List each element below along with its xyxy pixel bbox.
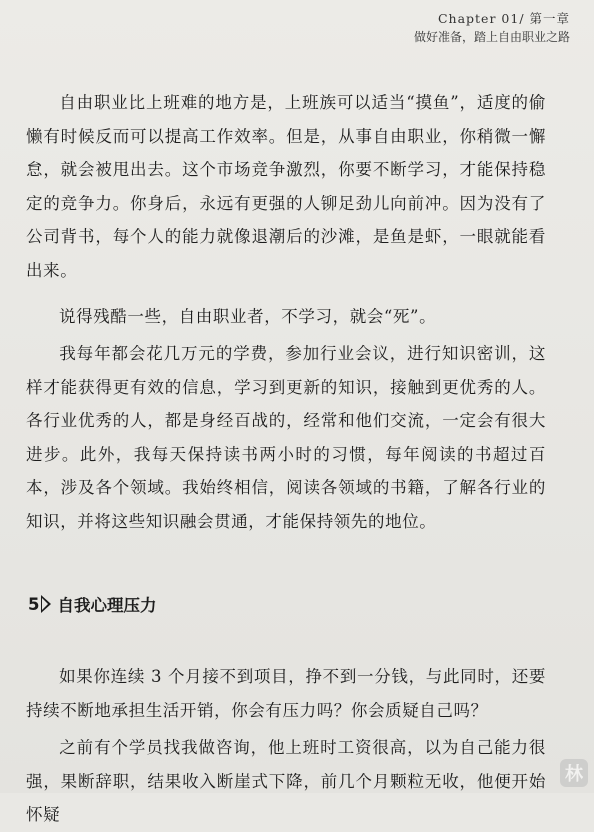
paragraph-2 [26,300,546,334]
watermark-logo-icon: 林 [560,759,588,787]
chapter-label: Chapter 01/ 第一章 [437,11,570,26]
section-title: 自我心理压力 [57,596,157,615]
paragraph-3 [26,337,546,538]
paragraph-3-text: 我每年都会花几万元的学费，参加行业会议，进行知识密训，这样才能获得更有效的信息，学习到更新的知识，接触到更优秀的人。各行业优秀的人，都是身经百战的，经常和他们交流，一定会有很大进步。此外，我每天保持读书两小时的习惯，每年阅读的书超过百本，涉及各个领域。我始终相信，阅读各领域的书籍，了解各行业的知识，并将这些知识融会贯通，才能保持领先的地位。 [26,344,546,531]
paragraph-5 [26,731,546,832]
chapter-title: 做好准备，踏上自由职业之路 [413,30,570,44]
section-heading [28,592,156,616]
paragraph-4 [26,660,546,727]
paragraph-4-text: 如果你连续 3 个月接不到项目，挣不到一分钱，与此同时，还要持续不断地承担生活开销，你会有压力吗？你会质疑自己吗？ [26,667,546,720]
paragraph-2-text: 说得残酷一些，自由职业者，不学习，就会“死”。 [59,307,437,326]
paragraph-5-text: 之前有个学员找我做咨询，他上班时工资很高，以为自己能力很强，果断辞职，结果收入断崖式下降，前几个月颗粒无收，他便开始怀疑 [26,738,546,824]
section-number: 5 [28,594,40,614]
section-arrow-icon [41,595,51,613]
running-head [414,10,570,46]
paragraph-1-text: 自由职业比上班难的地方是，上班族可以适当“摸鱼”，适度的偷懒有时候反而可以提高工作效率。但是，从事自由职业，你稍微一懈怠，就会被甩出去。这个市场竞争激烈，你要不断学习，才能保持稳定的竞争力。你身后，永远有更强的人铆足劲儿向前冲。因为没有了公司背书，每个人的能力就像退潮后的沙滩，是鱼是虾，一眼就能看出来。 [26,93,546,280]
watermark [560,759,588,787]
paragraph-1 [26,86,546,287]
